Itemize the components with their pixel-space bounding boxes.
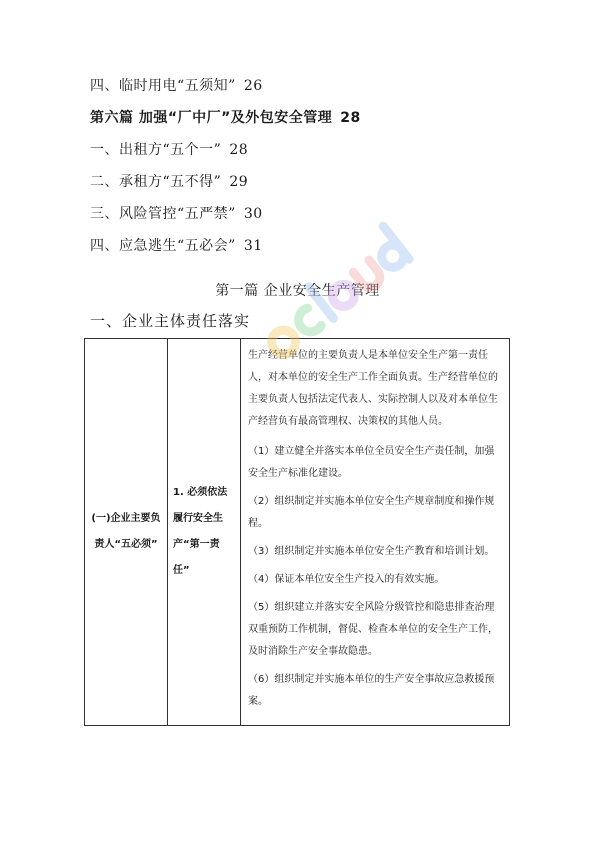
responsibility-table [84,338,510,726]
table-of-contents [90,70,361,262]
toc-item-2[interactable]: 第六篇 加强“厂中厂”及外包安全管理 28 [90,110,361,126]
detail-paragraph: （5）组织建立并落实安全风险分级管控和隐患排查治理双重预防工作机制，督促、检查本单位的安全生产工作，及时消除生产安全事故隐患。 [248,602,498,657]
toc-page-number: 31 [243,238,263,254]
table-cell-requirement: 1. 必须依法履行安全生产“第一责任” [168,339,241,726]
detail-paragraph: （4）保证本单位安全生产投入的有效实施。 [248,574,445,585]
toc-item-3[interactable]: 一、出租方“五个一” 28 [90,142,249,158]
toc-item-5[interactable]: 三、风险管控“五严禁” 30 [90,206,263,222]
toc-page-number: 30 [243,206,263,222]
table-cell-category: (一)企业主要负责人“五必须” [85,339,168,726]
toc-item-6[interactable]: 四、应急逃生“五必会” 31 [90,238,263,254]
table-row [85,339,510,726]
toc-page-number: 26 [243,78,263,94]
detail-paragraph: （3）组织制定并实施本单位安全生产教育和培训计划。 [248,546,495,557]
detail-paragraph: （1）建立健全并落实本单位全员安全生产责任制，加强安全生产标准化建设。 [248,446,495,479]
detail-paragraph: （2）组织制定并实施本单位安全生产规章制度和操作规程。 [248,496,495,529]
part-title: 第一篇 企业安全生产管理 [215,283,380,299]
toc-page-number: 28 [340,110,361,126]
toc-item-1[interactable]: 四、临时用电“五须知” 26 [90,78,263,94]
detail-paragraph: （6）组织制定并实施本单位的生产安全事故应急救援预案。 [248,674,495,707]
section-title: 一、企业主体责任落实 [90,312,251,330]
toc-page-number: 28 [229,142,249,158]
toc-item-4[interactable]: 二、承租方“五不得” 29 [90,174,249,190]
toc-page-number: 29 [229,174,249,190]
table-cell-detail [241,339,510,726]
detail-paragraph: 生产经营单位的主要负责人是本单位安全生产第一责任人，对本单位的安全生产工作全面负责。生产经营单位的主要负责人包括法定代表人、实际控制人以及对本单位生产经营负有最高管理权、决策权的其他人员。 [248,350,498,427]
